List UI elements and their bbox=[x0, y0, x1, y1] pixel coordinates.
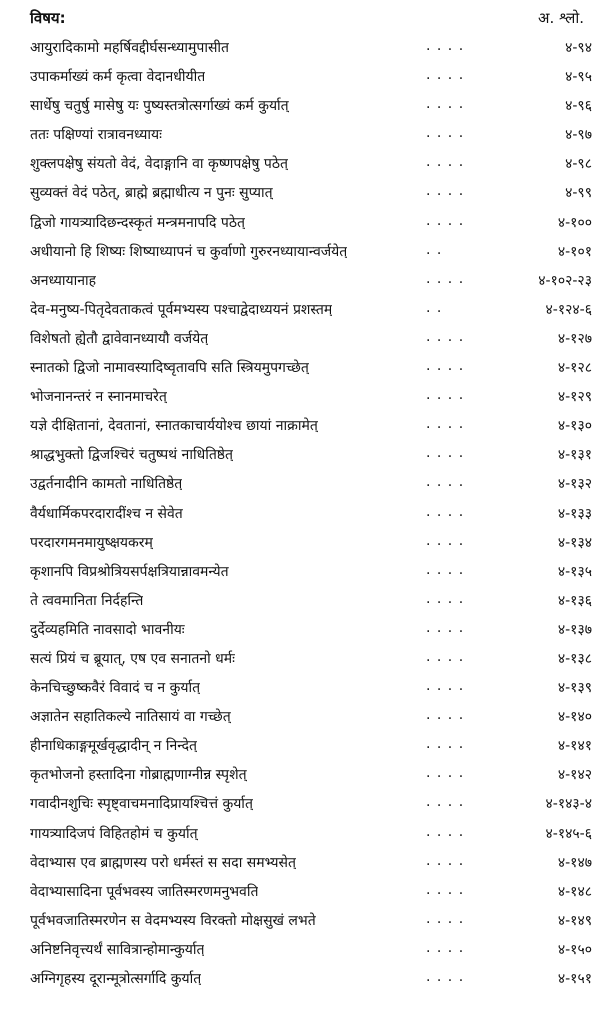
leader-dots: . . . . bbox=[426, 561, 465, 578]
verse-reference: ४-१३२ bbox=[557, 476, 592, 493]
leader-dots: . . . . bbox=[426, 358, 465, 375]
topic-text: विशेषतो ह्येतौ द्वावेवानध्यायौ वर्जयेत् bbox=[30, 330, 209, 347]
verse-reference: ४-१०१ bbox=[557, 243, 592, 260]
topic-text: देव-मनुष्य-पितृदेवताकत्वं पूर्वमभ्यस्य पश्चाद्वेदाध्ययनं प्रशस्तम् bbox=[30, 301, 333, 318]
topic-text: उद्वर्तनादीनि कामतो नाधितिष्ठेत् bbox=[30, 476, 183, 493]
leader-dots: . . . . bbox=[426, 969, 465, 985]
verse-reference: ४-९९ bbox=[565, 185, 592, 202]
leader-dots: . . . . bbox=[426, 852, 465, 869]
list-item bbox=[0, 587, 600, 616]
verse-reference: ४-१२९ bbox=[557, 389, 592, 406]
list-item bbox=[0, 92, 600, 121]
topic-text: स्नातको द्विजो नामावस्यादिष्वृतावपि सति स्त्रियमुपगच्छेत् bbox=[30, 360, 309, 377]
leader-dots: . . . . bbox=[426, 939, 465, 956]
leader-dots: . . . . bbox=[426, 183, 465, 200]
verse-reference: ४-१३९ bbox=[557, 680, 592, 697]
verse-reference: ४-१३० bbox=[557, 418, 592, 435]
list-item bbox=[0, 500, 600, 529]
verse-reference: ४-१०० bbox=[557, 214, 592, 231]
list-item bbox=[0, 529, 600, 558]
topic-text: पूर्वभवजातिस्मरणेन स वेदमभ्यस्य विरक्तो मोक्षसुखं लभते bbox=[30, 912, 316, 929]
verse-reference: ४-१२४-६ bbox=[545, 301, 592, 318]
topic-text: श्राद्धभुक्तो द्विजश्चिरं चतुष्पथं नाधितिष्ठेत् bbox=[30, 447, 234, 464]
table-header bbox=[30, 8, 590, 32]
leader-dots: . . . . bbox=[426, 416, 465, 433]
verse-reference: ४-१३१ bbox=[557, 447, 592, 464]
leader-dots: . . bbox=[426, 299, 443, 316]
verse-reference: ४-१४७ bbox=[557, 854, 592, 871]
verse-reference: ४-१०२-२३ bbox=[538, 272, 592, 289]
topic-text: आयुरादिकामो महर्षिवद्दीर्घसन्ध्यामुपासीत bbox=[30, 40, 230, 56]
topic-text: गवादीनशुचिः स्पृष्ट्वाचमनादिप्रायश्चित्तं कुर्यात् bbox=[30, 796, 253, 813]
leader-dots: . . . . bbox=[426, 532, 465, 549]
verse-reference: ४-१४३-४ bbox=[545, 796, 592, 813]
list-item bbox=[0, 238, 600, 267]
leader-dots: . . . . bbox=[426, 328, 465, 345]
verse-reference: ४-१४५-६ bbox=[545, 825, 592, 842]
leader-dots: . . . . bbox=[426, 823, 465, 840]
leader-dots: . . . . bbox=[426, 736, 465, 753]
list-item bbox=[0, 383, 600, 412]
list-item bbox=[0, 820, 600, 849]
topic-text: केनचिच्छुष्कवैरं विवादं च न कुर्यात् bbox=[30, 680, 201, 697]
topic-text: सुव्यक्तं वेदं पठेत्, ब्राह्मे ब्रह्माधीत्य न पुनः सुप्यात् bbox=[30, 185, 273, 202]
leader-dots: . . . . bbox=[426, 96, 465, 113]
topic-text: गायत्र्यादिजपं विहितहोमं च कुर्यात् bbox=[30, 825, 198, 842]
leader-dots: . . . . bbox=[426, 445, 465, 462]
verse-reference: ४-१३८ bbox=[557, 650, 592, 667]
topic-text: शुक्लपक्षेषु संयतो वेदं, वेदाङ्गानि वा कृष्णपक्षेषु पठेत् bbox=[30, 156, 288, 173]
verse-reference: ४-१३५ bbox=[557, 563, 592, 580]
verse-reference: ४-९५ bbox=[565, 69, 592, 86]
verse-reference: ४-१४० bbox=[557, 709, 592, 726]
list-item bbox=[0, 209, 600, 238]
verse-reference: ४-१४९ bbox=[557, 912, 592, 929]
topic-text: सत्यं प्रियं च ब्रूयात्, एष एव सनातनो धर्मः bbox=[30, 650, 235, 667]
list-item bbox=[0, 121, 600, 150]
topic-text: परदारगमनमायुष्क्षयकरम् bbox=[30, 534, 153, 551]
verse-reference: ४-१२८ bbox=[557, 360, 592, 377]
topic-text: अज्ञातेन सहातिकल्ये नातिसायं वा गच्छेत् bbox=[30, 709, 231, 726]
list-item bbox=[0, 470, 600, 499]
list-item bbox=[0, 558, 600, 587]
verse-reference: ४-९६ bbox=[565, 98, 592, 115]
topic-text: भोजनानन्तरं न स्नानमाचरेत् bbox=[30, 389, 167, 406]
list-item bbox=[0, 150, 600, 179]
chapter-verse-heading: अ. श्लो. bbox=[538, 9, 584, 27]
list-item bbox=[0, 354, 600, 383]
list-item bbox=[0, 761, 600, 790]
leader-dots: . . . . bbox=[426, 474, 465, 491]
list-item bbox=[0, 907, 600, 936]
leader-dots: . . . . bbox=[426, 503, 465, 520]
topic-text: हीनाधिकाङ्गमूर्खवृद्धादीन् न निन्देत् bbox=[30, 738, 197, 755]
list-item bbox=[0, 936, 600, 965]
topic-text: कृतभोजनो हस्तादिना गोब्राह्मणाग्नीन्न स्पृशेत् bbox=[30, 767, 247, 784]
topic-text: वेदाभ्यास एव ब्राह्मणस्य परो धर्मस्तं स सदा समभ्यसेत् bbox=[30, 854, 297, 871]
list-item bbox=[0, 325, 600, 354]
list-item bbox=[0, 296, 600, 325]
topic-text: अग्निगृहस्य दूरान्मूत्रोत्सर्गादि कुर्यात् bbox=[30, 971, 202, 987]
leader-dots: . . . . bbox=[426, 590, 465, 607]
topic-text: ते त्ववमानिता निर्दहन्ति bbox=[30, 592, 144, 609]
verse-reference: ४-१४१ bbox=[557, 738, 592, 755]
list-item bbox=[0, 63, 600, 92]
topic-text: अनिष्टनिवृत्त्यर्थं सावित्रान्होमान्कुर्यात् bbox=[30, 941, 205, 958]
verse-reference: ४-१३४ bbox=[557, 534, 592, 551]
list-item bbox=[0, 412, 600, 441]
verse-reference: ४-९४ bbox=[565, 40, 592, 56]
topic-text: वेदाभ्यासादिना पूर्वभवस्य जातिस्मरणमनुभवति bbox=[30, 883, 259, 900]
leader-dots: . . . . bbox=[426, 212, 465, 229]
leader-dots: . . . . bbox=[426, 125, 465, 142]
list-item bbox=[0, 732, 600, 761]
leader-dots: . . . . bbox=[426, 648, 465, 665]
leader-dots: . . . . bbox=[426, 707, 465, 724]
topic-text: कृशानपि विप्रश्रोत्रियसर्पक्षत्रियान्नावमन्येत bbox=[30, 563, 229, 580]
list-item bbox=[0, 849, 600, 878]
list-item bbox=[0, 703, 600, 732]
index-list bbox=[0, 34, 600, 994]
list-item bbox=[0, 616, 600, 645]
verse-reference: ४-१४२ bbox=[557, 767, 592, 784]
leader-dots: . . . . bbox=[426, 765, 465, 782]
leader-dots: . . . . bbox=[426, 154, 465, 171]
topic-text: सार्धेषु चतुर्षु मासेषु यः पुष्यस्तत्रोत्सर्गाख्यं कर्म कुर्यात् bbox=[30, 98, 289, 115]
leader-dots: . . . . bbox=[426, 270, 465, 287]
verse-reference: ४-१३३ bbox=[557, 505, 592, 522]
list-item bbox=[0, 441, 600, 470]
leader-dots: . . . . bbox=[426, 67, 465, 84]
leader-dots: . . . . bbox=[426, 38, 465, 54]
list-item bbox=[0, 878, 600, 907]
leader-dots: . . bbox=[426, 241, 443, 258]
list-item bbox=[0, 790, 600, 819]
topic-text: अधीयानो हि शिष्यः शिष्याध्यापनं च कुर्वाणो गुरुरनध्यायान्वर्जयेत् bbox=[30, 243, 348, 260]
list-item bbox=[0, 34, 600, 63]
topic-text: द्विजो गायत्र्यादिछन्दस्कृतं मन्त्रमनापदि पठेत् bbox=[30, 214, 245, 231]
leader-dots: . . . . bbox=[426, 881, 465, 898]
list-item bbox=[0, 267, 600, 296]
topic-text: उपाकर्माख्यं कर्म कृत्वा वेदानधीयीत bbox=[30, 69, 206, 86]
list-item bbox=[0, 645, 600, 674]
leader-dots: . . . . bbox=[426, 619, 465, 636]
topic-text: अनध्यायानाह bbox=[30, 272, 97, 289]
topic-text: वैर्यधार्मिकपरदारादींश्च न सेवेत bbox=[30, 505, 183, 522]
list-item bbox=[0, 965, 600, 994]
leader-dots: . . . . bbox=[426, 678, 465, 695]
verse-reference: ४-९८ bbox=[565, 156, 592, 173]
leader-dots: . . . . bbox=[426, 910, 465, 927]
list-item bbox=[0, 179, 600, 208]
verse-reference: ४-९७ bbox=[565, 127, 592, 144]
leader-dots: . . . . bbox=[426, 794, 465, 811]
list-item bbox=[0, 674, 600, 703]
verse-reference: ४-१५० bbox=[557, 941, 592, 958]
verse-reference: ४-१२७ bbox=[557, 330, 592, 347]
topic-text: यज्ञे दीक्षितानां, देवतानां, स्नातकाचार्ययोश्च छायां नाक्रामेत् bbox=[30, 418, 318, 435]
verse-reference: ४-१५१ bbox=[557, 971, 592, 987]
subject-heading: विषय: bbox=[30, 9, 66, 27]
verse-reference: ४-१४८ bbox=[557, 883, 592, 900]
verse-reference: ४-१३७ bbox=[557, 621, 592, 638]
verse-reference: ४-१३६ bbox=[557, 592, 592, 609]
topic-text: ततः पक्षिण्यां रात्रावनध्यायः bbox=[30, 127, 162, 144]
topic-text: दुर्देव्यहमिति नावसादो भावनीयः bbox=[30, 621, 185, 638]
leader-dots: . . . . bbox=[426, 387, 465, 404]
